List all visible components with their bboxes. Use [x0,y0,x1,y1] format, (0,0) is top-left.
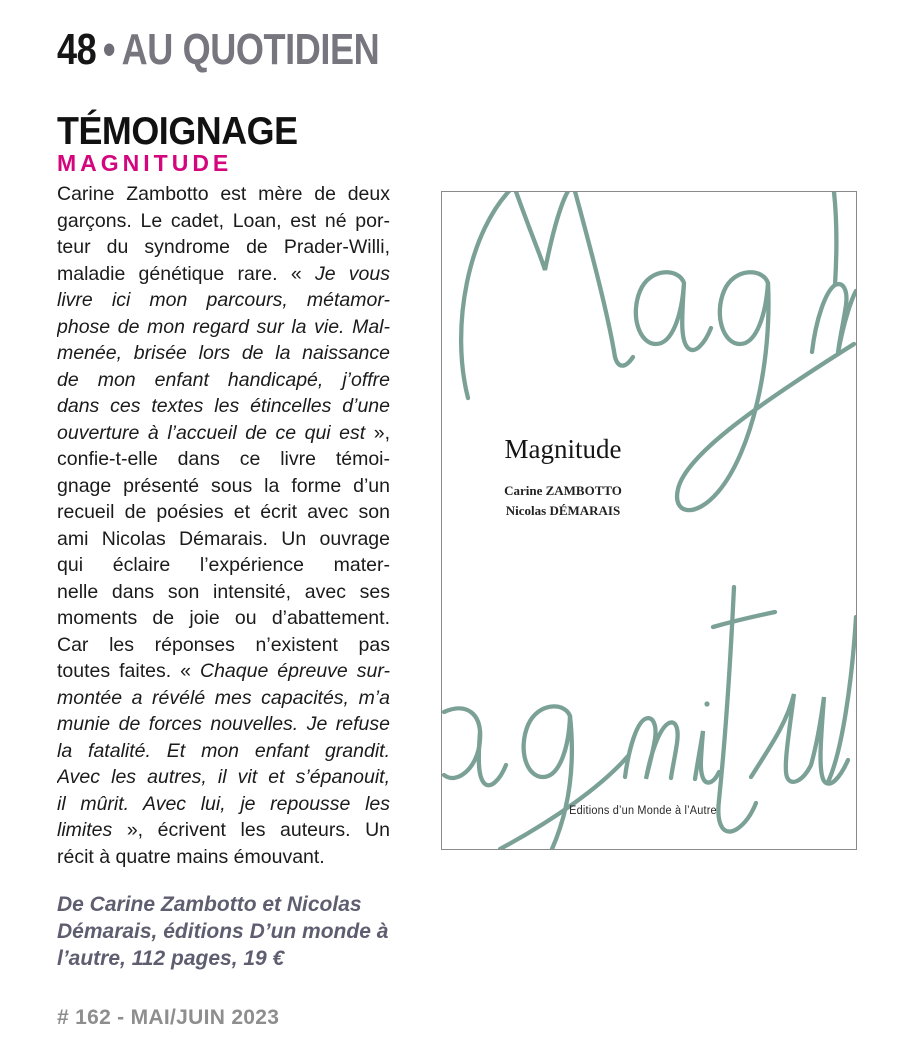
page-number: 48 [57,25,97,74]
article-line: moments de joie ou d’abattement. [57,607,390,629]
article-line: la fatalité. Et mon enfant grandit. [57,739,390,762]
article-line: teur du syndrome de Prader-Willi, [57,236,390,258]
article-line: gnage présenté sous la forme d’un [57,474,390,497]
article-line: de mon enfant handicapé, j’offre [57,368,390,391]
article-line: maladie génétique rare. « Je vous [57,262,390,285]
book-author: Carine ZAMBOTTO [504,483,622,498]
article-line: il mûrit. Avec lui, je repousse les [57,792,390,815]
article-line: montée a révélé mes capacités, m’a [57,686,390,709]
article-line: toutes faites. « Chaque épreuve sur- [57,660,390,682]
issue-footer: # 162 - MAI/JUIN 2023 [57,1006,280,1029]
article-line: recueil de poésies et écrit avec son [57,501,390,523]
book-author: Nicolas DÉMARAIS [505,503,621,518]
article-line: phose de mon regard sur la vie. Mal- [57,315,390,338]
article-line: ouverture à l’accueil de ce qui est », [57,421,390,444]
article-line: Carine Zambotto est mère de deux [57,183,390,205]
article-body [57,181,390,870]
article-line: munie de forces nouvelles. Je refuse [57,713,390,735]
article-title: TÉMOIGNAGE [57,110,298,153]
article-line: ami Nicolas Démarais. Un ouvrage [57,527,390,550]
article-line: Avec les autres, il vit et s’épanouit, [57,766,390,788]
book-credit [57,891,417,972]
credit-line: Démarais, éditions D’un monde à [57,920,389,943]
article-subtitle: MAGNITUDE [57,150,233,176]
article-line: livre ici mon parcours, métamor- [57,289,390,311]
credit-line: l’autre, 112 pages, 19 € [57,947,285,970]
article-line: limites », écrivent les auteurs. Un [57,819,390,841]
page-header [57,25,380,74]
article-line: garçons. Le cadet, Loan, est né por- [57,209,390,232]
article-line: Car les réponses n’existent pas [57,633,390,656]
article-line: récit à quatre mains émouvant. [57,845,325,868]
section-title: AU QUOTIDIEN [121,25,380,74]
book-publisher: Editions d’un Monde à l’Autre [569,805,717,817]
article-line: nelle dans son intensité, avec ses [57,580,390,603]
header-bullet-separator: • [102,25,116,74]
article-line: qui éclaire l’expérience mater- [57,554,390,576]
book-authors [480,481,646,521]
book-cover [441,191,857,850]
book-title: Magnitude [504,434,622,464]
article-line: confie-t-elle dans ce livre témoi- [57,448,390,470]
article-line: dans ces textes les étincelles d’une [57,395,390,417]
credit-line: De Carine Zambotto et Nicolas [57,893,362,916]
article-line: menée, brisée lors de la naissance [57,342,390,364]
